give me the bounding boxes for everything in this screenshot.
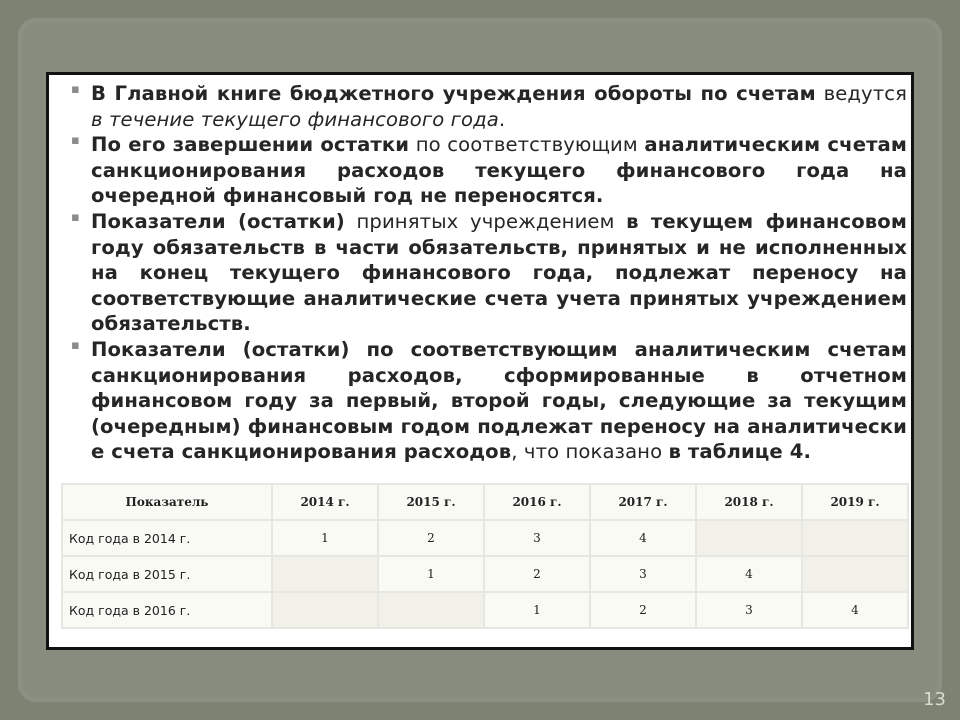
paragraph-1: [91, 132, 907, 209]
table-cell: 4: [590, 520, 696, 556]
text-run: Показатели (остатки): [91, 209, 345, 233]
table-row-label: Код года в 2015 г.: [62, 556, 272, 592]
text-run: Показатели (остатки) по соответствующим аналитическим счетам санкционирования расходов, сформированные в отчетном финансовом году за первый, второй годы, следующие за текущим (очередным) финансовым годом подлежат переносу на аналитически е счета санкционирования расходов: [91, 337, 907, 464]
table-cell: 3: [590, 556, 696, 592]
table-row: [62, 556, 908, 592]
table-cell: 1: [378, 556, 484, 592]
paragraph-0: [91, 81, 907, 132]
table-header-cell: 2016 г.: [484, 484, 590, 520]
table-row: [62, 592, 908, 628]
table-row-label: Код года в 2014 г.: [62, 520, 272, 556]
table-header-cell: 2015 г.: [378, 484, 484, 520]
page-number: 13: [923, 689, 946, 710]
table-row: [62, 520, 908, 556]
bullet-item: [63, 81, 907, 132]
years-table-wrapper: [61, 483, 909, 629]
table-header-cell: Показатель: [62, 484, 272, 520]
paragraph-3: [91, 337, 907, 465]
text-run: принятых учреждением: [344, 209, 627, 233]
table-cell: 2: [590, 592, 696, 628]
bullet-item: [63, 337, 907, 465]
table-header-cell: 2018 г.: [696, 484, 802, 520]
table-cell: [378, 592, 484, 628]
text-run: в текущем финансовом году обязательств в части обязательств, принятых и не исполненных на конец текущего финансового года, подлежат переносу на соответствующие аналитические счета учета принятых учреждением обязательств.: [91, 209, 907, 336]
bullet-item: [63, 132, 907, 209]
table-row-label: Код года в 2016 г.: [62, 592, 272, 628]
slide-content-box: [46, 72, 914, 650]
table-cell: 3: [696, 592, 802, 628]
table-cell: 4: [802, 592, 908, 628]
table-cell: 2: [378, 520, 484, 556]
table-header-cell: 2014 г.: [272, 484, 378, 520]
table-cell: 1: [484, 592, 590, 628]
table-cell: [272, 592, 378, 628]
years-table: [61, 483, 909, 629]
text-run: в течение текущего финансового года: [91, 107, 499, 131]
table-cell: [802, 556, 908, 592]
table-cell: 4: [696, 556, 802, 592]
table-cell: 1: [272, 520, 378, 556]
square-bullet-icon: ▪: [71, 209, 80, 225]
text-run: в таблице 4.: [668, 440, 811, 464]
table-header-cell: 2019 г.: [802, 484, 908, 520]
bullet-item: [63, 209, 907, 337]
table-cell: [272, 556, 378, 592]
table-header-cell: 2017 г.: [590, 484, 696, 520]
table-header-row: [62, 484, 908, 520]
square-bullet-icon: ▪: [71, 133, 80, 149]
table-cell: [802, 520, 908, 556]
text-run: , что показано: [511, 440, 669, 464]
table-cell: 2: [484, 556, 590, 592]
square-bullet-icon: ▪: [71, 82, 80, 97]
text-run: .: [498, 107, 506, 131]
text-run: по соответствующим: [409, 133, 645, 157]
text-run: В Главной книге бюджетного учреждения обороты по счетам: [91, 82, 816, 105]
text-run: По его завершении остатки: [91, 133, 410, 157]
bullet-list: [63, 81, 907, 465]
text-run: ведутся: [815, 82, 908, 105]
square-bullet-icon: ▪: [71, 337, 80, 353]
table-cell: 3: [484, 520, 590, 556]
text-run: аналитическим счетам санкционирования расходов текущего финансового года на очередной финансовый год не переносятся.: [91, 133, 907, 208]
paragraph-2: [91, 209, 907, 337]
table-cell: [696, 520, 802, 556]
